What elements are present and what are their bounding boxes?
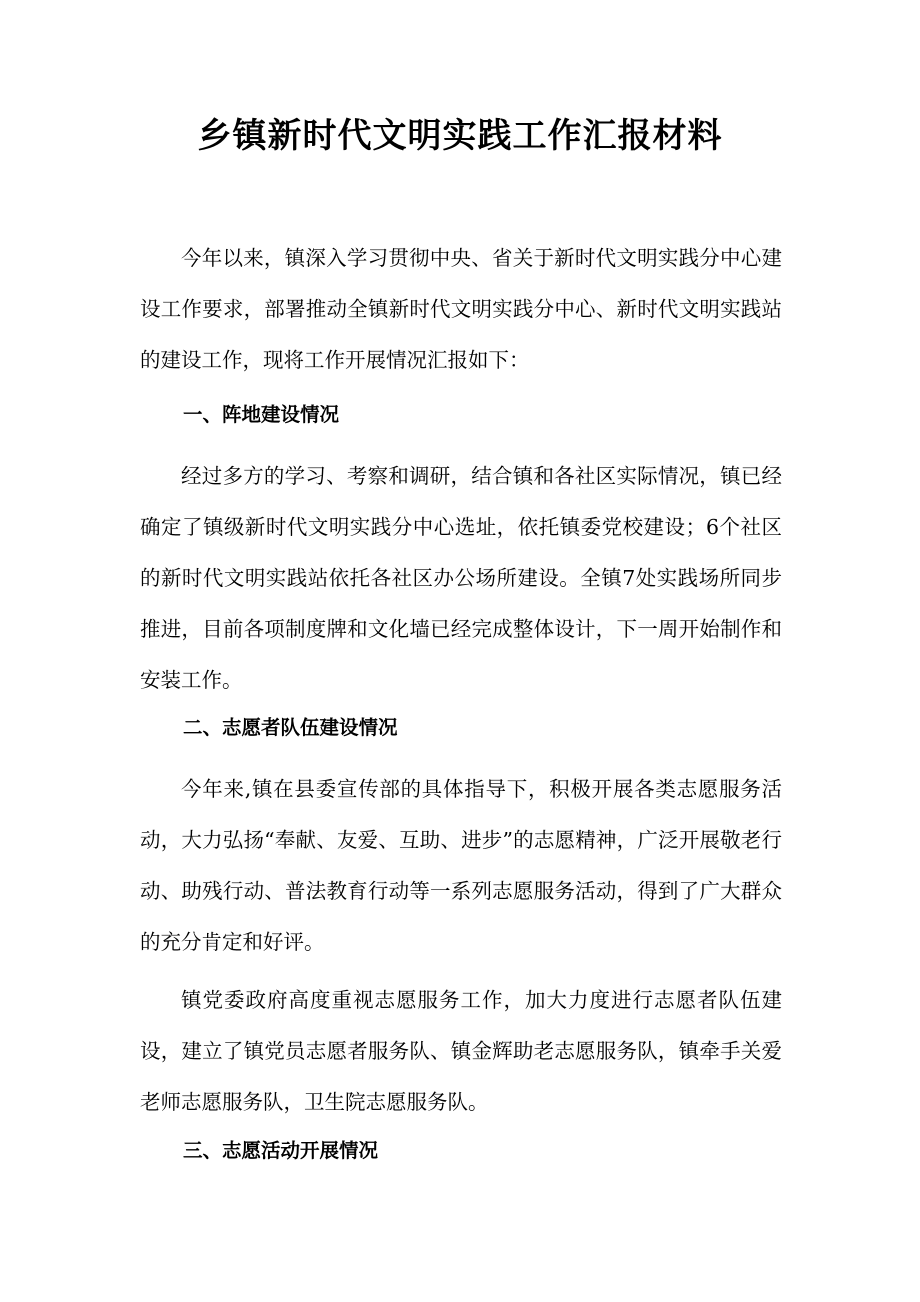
section-heading-3: 三、志愿活动开展情况 xyxy=(183,1139,379,1162)
document-title: 乡镇新时代文明实践工作汇报材料 xyxy=(197,116,723,156)
intro-paragraph: 今年以来，镇深入学习贯彻中央、省关于新时代文明实践分中心建设工作要求，部署推动全镇新时代文明实践分中心、新时代文明实践站的建设工作，现将工作开展情况汇报如下： xyxy=(140,246,782,372)
section-heading-1: 一、阵地建设情况 xyxy=(183,403,340,426)
section-heading-2: 二、志愿者队伍建设情况 xyxy=(183,716,398,739)
section-2-paragraph-1: 今年来,镇在县委宣传部的具体指导下，积极开展各类志愿服务活动，大力弘扬“奉献、友爱、互助、进步”的志愿精神，广泛开展敬老行动、助残行动、普法教育行动等一系列志愿服务活动，得到了广大群众的充分肯定和好评。 xyxy=(140,777,782,954)
section-1-paragraph-1: 经过多方的学习、考察和调研，结合镇和各社区实际情况，镇已经确定了镇级新时代文明实践分中心选址，依托镇委党校建设；6个社区的新时代文明实践站依托各社区办公场所建设。全镇7处实践场所同步推进，目前各项制度牌和文化墙已经完成整体设计，下一周开始制作和安装工作。 xyxy=(140,464,782,692)
section-2-paragraph-2: 镇党委政府高度重视志愿服务工作，加大力度进行志愿者队伍建设，建立了镇党员志愿者服务队、镇金辉助老志愿服务队，镇牵手关爱老师志愿服务队，卫生院志愿服务队。 xyxy=(140,988,782,1114)
